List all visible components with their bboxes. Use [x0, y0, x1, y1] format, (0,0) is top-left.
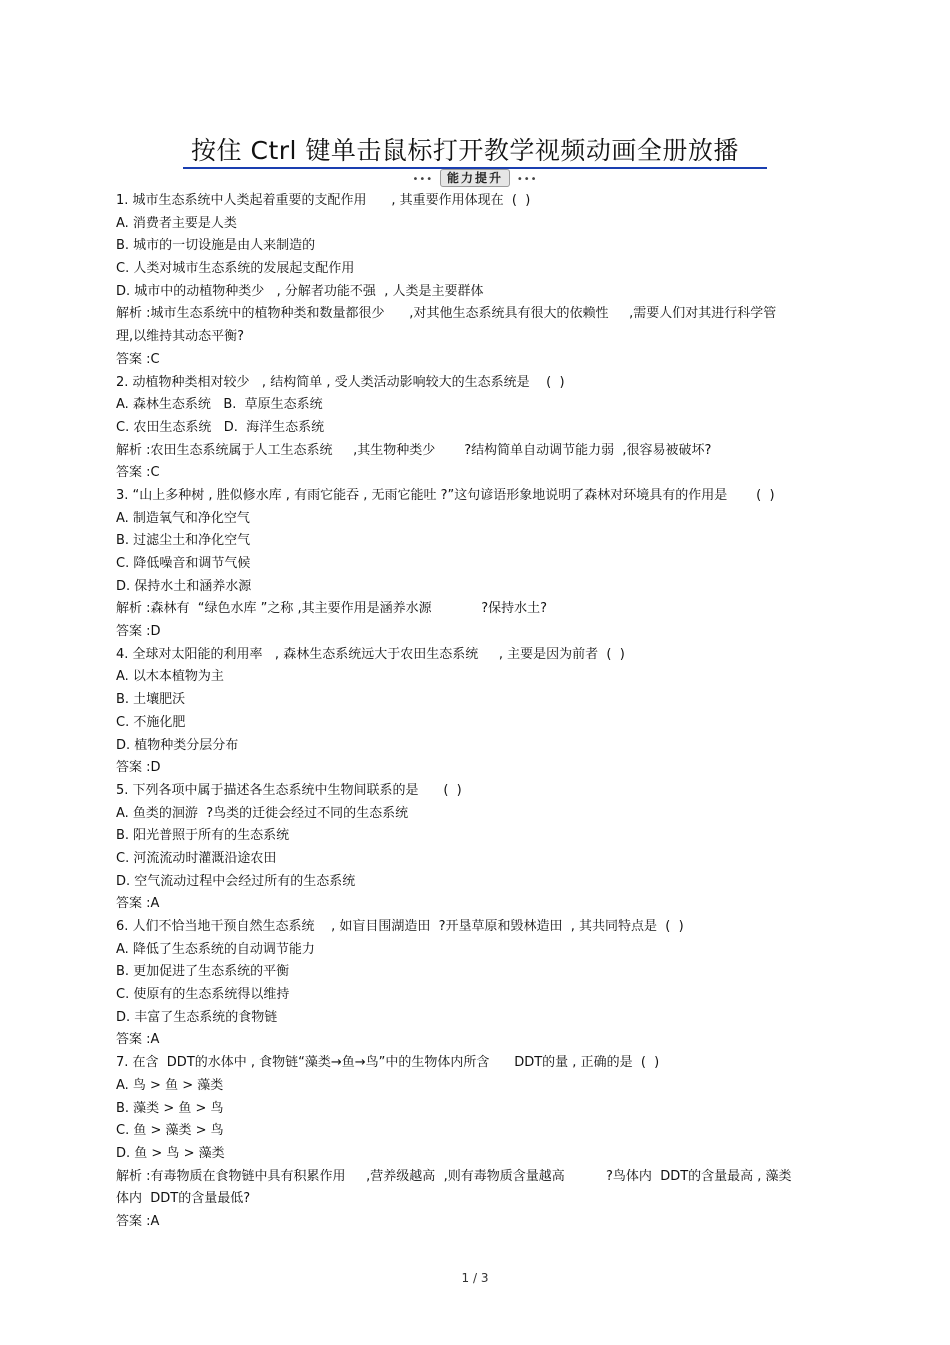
text-line: D. 空气流动过程中会经过所有的生态系统 — [116, 873, 356, 889]
text-line: C. 不施化肥 — [116, 714, 186, 730]
text-line: B. 土壤肥沃 — [116, 692, 186, 708]
text-line: B. 城市的一切设施是由人来制造的 — [116, 238, 316, 254]
text-line: 解析 :农田生态系统属于人工生态系统 ,其生物种类少 ?结构简单自动调节能力弱 ,很容易被破坏? — [116, 442, 712, 458]
text-line: C. 河流流动时灌溉沿途农田 — [116, 850, 277, 866]
text-line: 答案 :A — [116, 1213, 160, 1229]
text-line: D. 丰富了生态系统的食物链 — [116, 1009, 278, 1025]
text-line: B. 更加促进了生态系统的平衡 — [116, 964, 290, 980]
section-label: 能力提升 — [440, 169, 510, 187]
text-line: 答案 :A — [116, 896, 160, 912]
text-line: B. 藻类 > 鱼 > 鸟 — [116, 1100, 224, 1116]
text-line: C. 降低噪音和调节气候 — [116, 556, 251, 571]
banner-left-dots: ••• — [412, 174, 434, 185]
text-line: 解析 :有毒物质在食物链中具有积累作用 ,营养级越高 ,则有毒物质含量越高 ?鸟体内 DDT的含量最高 , 藻类 — [116, 1168, 792, 1184]
text-line: 2. 动植物种类相对较少 , 结构简单 , 受人类活动影响较大的生态系统是 ( ) — [116, 374, 565, 390]
text-line: 3. “山上多种树 , 胜似修水库 , 有雨它能吞 , 无雨它能吐 ?”这句谚语形象地说明了森林对环境具有的作用是 ( ) — [116, 487, 775, 503]
document-body — [116, 190, 836, 1234]
text-line: A. 鸟 > 鱼 > 藻类 — [116, 1077, 224, 1093]
text-line: A. 森林生态系统 B. 草原生态系统 — [116, 397, 323, 413]
text-line: D. 植物种类分层分布 — [116, 737, 239, 753]
section-banner — [0, 169, 950, 188]
text-line: A. 制造氧气和净化空气 — [116, 510, 250, 526]
text-line: 答案 :C — [116, 351, 160, 367]
text-line: A. 降低了生态系统的自动调节能力 — [116, 941, 315, 957]
text-line: 解析 :森林有 “绿色水库 ”之称 ,其主要作用是涵养水源 ?保持水土? — [116, 601, 548, 617]
text-line: C. 鱼 > 藻类 > 鸟 — [116, 1123, 224, 1139]
text-line: 7. 在含 DDT的水体中 , 食物链“藻类→鱼→鸟”中的生物体内所含 DDT的量 , 正确的是 ( ) — [116, 1055, 660, 1071]
text-line: D. 鱼 > 鸟 > 藻类 — [116, 1145, 225, 1161]
text-line: A. 鱼类的洄游 ?鸟类的迁徙会经过不同的生态系统 — [116, 805, 409, 821]
text-line: A. 消费者主要是人类 — [116, 215, 237, 231]
text-line: C. 使原有的生态系统得以维持 — [116, 987, 290, 1003]
text-line: 1. 城市生态系统中人类起着重要的支配作用 , 其重要作用体现在 ( ) — [116, 193, 531, 208]
text-line: D. 城市中的动植物种类少 , 分解者功能不强 , 人类是主要群体 — [116, 283, 484, 299]
banner-right-dots: ••• — [516, 174, 538, 185]
text-line: 6. 人们不恰当地干预自然生态系统 , 如盲目围湖造田 ?开垦草原和毁林造田 , 其共同特点是 ( ) — [116, 919, 684, 934]
text-line: 答案 :A — [116, 1032, 160, 1048]
text-line: 5. 下列各项中属于描述各生态系统中生物间联系的是 ( ) — [116, 782, 462, 798]
page-header — [0, 135, 950, 169]
text-line: 理,以维持其动态平衡? — [116, 329, 245, 345]
text-line: 4. 全球对太阳能的利用率 , 森林生态系统远大于农田生态系统 , 主要是因为前者 ( ) — [116, 646, 625, 662]
text-line: C. 人类对城市生态系统的发展起支配作用 — [116, 261, 355, 277]
text-line: 答案 :C — [116, 465, 160, 481]
text-line: A. 以木本植物为主 — [116, 669, 224, 685]
text-line: 体内 DDT的含量最低? — [116, 1191, 251, 1207]
text-line: 答案 :D — [116, 624, 161, 640]
text-line: B. 阳光普照于所有的生态系统 — [116, 828, 290, 844]
text-line: B. 过滤尘土和净化空气 — [116, 533, 251, 549]
text-line: D. 保持水土和涵养水源 — [116, 578, 252, 594]
text-line: 解析 :城市生态系统中的植物种类和数量都很少 ,对其他生态系统具有很大的依赖性 ,需要人们对其进行科学管 — [116, 306, 777, 322]
text-line: C. 农田生态系统 D. 海洋生态系统 — [116, 419, 325, 435]
text-line: 答案 :D — [116, 760, 161, 776]
page-title[interactable]: 按住 Ctrl 键单击鼠标打开教学视频动画全册放播 — [183, 135, 767, 169]
page-number: 1 / 3 — [461, 1271, 489, 1285]
